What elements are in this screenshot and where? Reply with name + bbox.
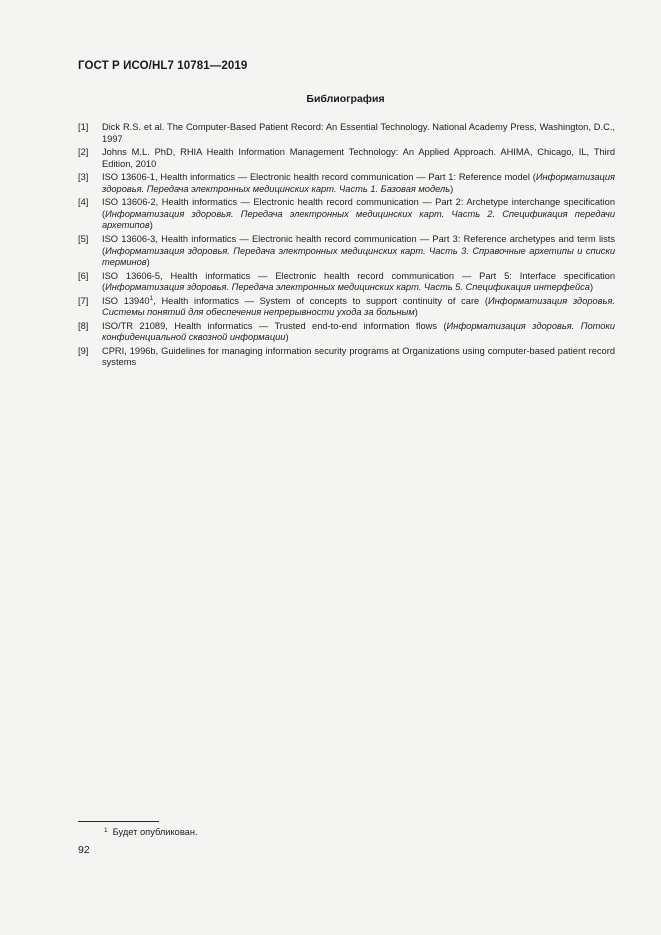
- entry-tail: ): [149, 220, 153, 231]
- entry-body: Dick R.S. et al. The Computer-Based Patient Record: An Essential Technology. National Academy Press, Washington, D.C., 1997: [102, 122, 615, 144]
- entry-body: ISO 13606-3, Health informatics — Electronic health record communication — Part 3: Reference archetypes and term lists (: [102, 233, 615, 256]
- entry-body: ISO 13606-5, Health informatics — Electronic health record communication — Part 5: Interface specification (: [102, 270, 615, 293]
- document-header: ГОСТ Р ИСО/HL7 10781—2019: [78, 60, 248, 72]
- entry-text: [102, 321, 615, 344]
- bibliography-entry: [78, 296, 615, 319]
- footnote-divider: [78, 821, 159, 822]
- page-number: 92: [78, 844, 90, 856]
- bibliography-entry: [78, 172, 615, 195]
- entry-body: ISO 13940: [102, 295, 150, 306]
- entry-number: [6]: [78, 270, 89, 281]
- entry-number: [3]: [78, 172, 89, 183]
- bibliography-entry: [78, 234, 615, 269]
- entry-number: [7]: [78, 295, 89, 306]
- entry-body: CPRI, 1996b, Guidelines for managing information security programs at Organizations using computer-based patient record systems: [102, 345, 615, 368]
- entry-body-continued: , Health informatics — System of concepts to support continuity of care (: [153, 295, 488, 306]
- bibliography-entry: [78, 321, 615, 344]
- entry-russian-title: Информатизация здоровья. Передача электронных медицинских карт. Часть 3. Справочные архетипы и списки терминов: [102, 245, 615, 268]
- entry-tail: ): [589, 282, 594, 293]
- entry-text: [102, 147, 615, 170]
- entry-russian-title: Информатизация здоровья. Системы понятий для обеспечения непрерывности ухода за больным: [102, 295, 615, 318]
- bibliography-entry: [78, 197, 615, 232]
- bibliography-entry: [78, 147, 615, 170]
- section-title-text: Библиография: [306, 93, 385, 105]
- bibliography-entry: [78, 122, 615, 145]
- entry-russian-title: Информатизация здоровья. Передача электронных медицинских карт. Часть 5. Спецификация интерфейса: [105, 282, 590, 293]
- entry-body: ISO 13606-2, Health informatics — Electronic health record communication — Part 2: Archetype interchange specification (: [102, 197, 615, 219]
- entry-number: [8]: [78, 320, 89, 331]
- entry-russian-title: Информатизация здоровья. Передача электронных медицинских карт. Часть 1. Базовая модель: [102, 172, 615, 194]
- entry-tail: ): [146, 257, 150, 268]
- entry-text: [102, 296, 615, 319]
- entry-number: [9]: [78, 345, 89, 356]
- entry-number: [4]: [78, 197, 89, 208]
- footnote: [104, 827, 198, 837]
- entry-number: [5]: [78, 233, 89, 244]
- bibliography-list: [78, 122, 615, 371]
- bibliography-entry: [78, 271, 615, 294]
- footnote-reference: 1: [149, 294, 154, 302]
- entry-number: [2]: [78, 147, 89, 158]
- entry-number: [1]: [78, 122, 89, 132]
- entry-tail: ): [450, 183, 454, 194]
- footnote-text: Будет опубликован.: [112, 827, 198, 837]
- footnote-marker: 1: [104, 827, 108, 834]
- entry-tail: ): [285, 332, 289, 343]
- entry-text: [102, 197, 615, 232]
- entry-tail: ): [414, 307, 418, 318]
- entry-text: [102, 234, 615, 269]
- entry-text: [102, 172, 615, 195]
- entry-body: ISO 13606-1, Health informatics — Electronic health record communication — Part 1: Reference model (: [102, 172, 536, 183]
- entry-text: [102, 122, 615, 145]
- section-title: [0, 93, 661, 105]
- bibliography-entry: [78, 346, 615, 369]
- entry-text: [102, 271, 615, 294]
- entry-russian-title: Информатизация здоровья. Потоки конфиденциальной сквозной информации: [102, 320, 615, 343]
- entry-text: [102, 346, 615, 369]
- entry-body: ISO/TR 21089, Health informatics — Trusted end-to-end information flows (: [102, 320, 447, 331]
- entry-russian-title: Информатизация здоровья. Передача электронных медицинских карт. Часть 2. Спецификация передачи архетипов: [102, 208, 615, 231]
- entry-body: Johns M.L. PhD, RHIA Health Information Management Technology: An Applied Approach. AHIMA, Chicago, IL, Third Edition, 2010: [102, 147, 615, 169]
